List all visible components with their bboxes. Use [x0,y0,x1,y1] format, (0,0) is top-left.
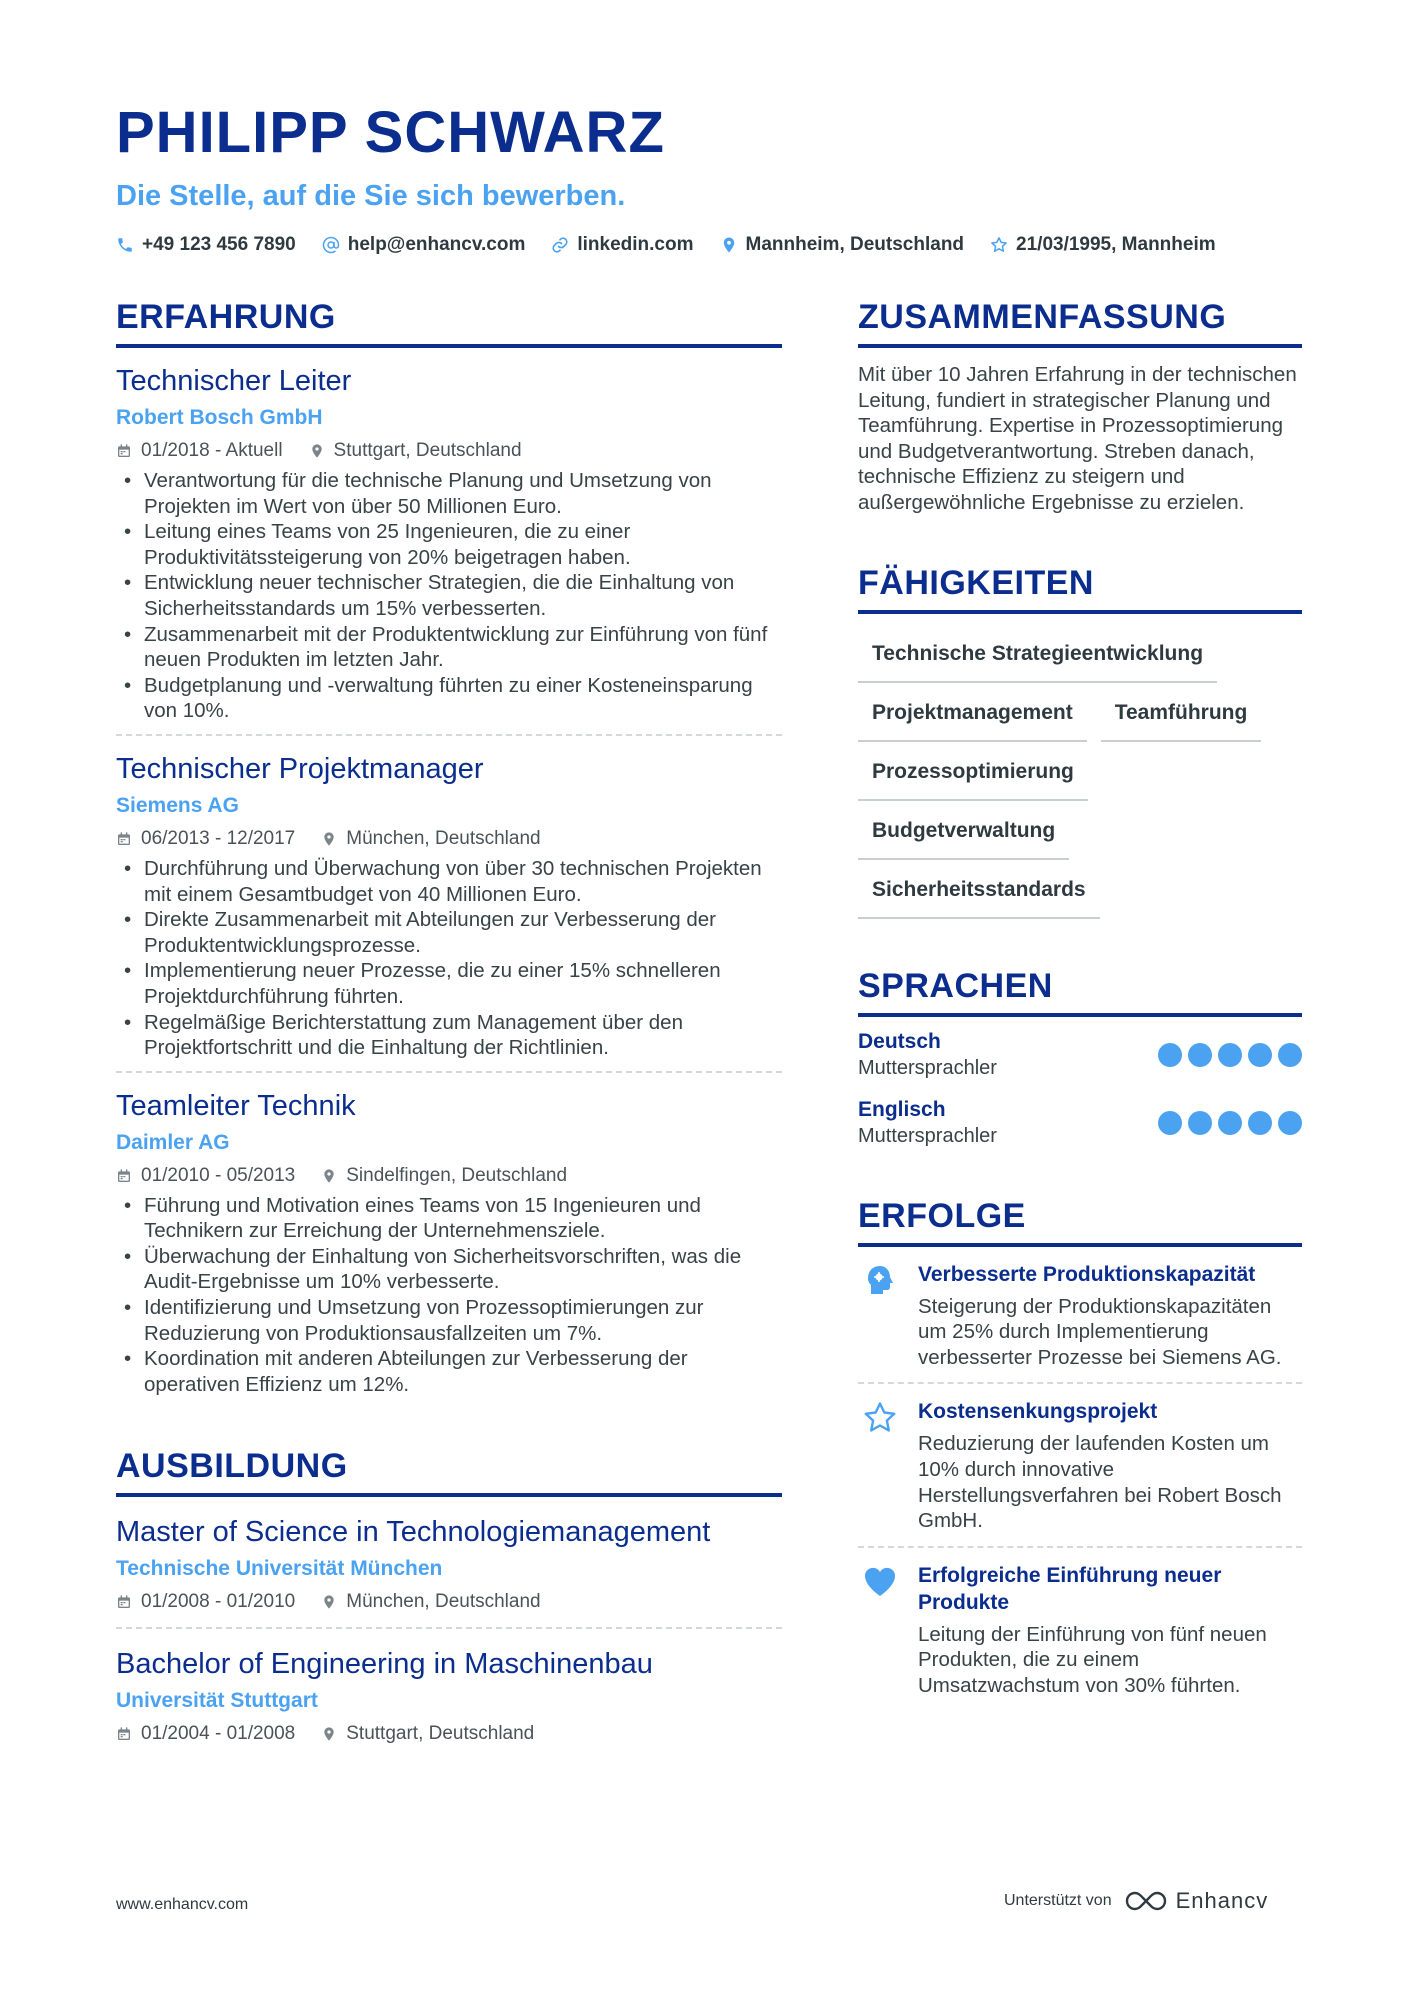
job-date [116,438,283,464]
job-title: Technischer Leiter [116,365,352,397]
achievements-heading: ERFOLGE [858,1195,1302,1247]
education-date-text: 01/2008 - 01/2010 [141,1591,296,1613]
rating-dot [1158,1111,1182,1135]
job-bullets [116,856,782,1061]
location-icon [321,1594,337,1610]
location-icon [720,236,738,254]
contact-email[interactable] [322,234,526,256]
bullet-item: • Zusammenarbeit mit der Produktentwicklung zur Einführung von fünf neuen Produkten im letzten Jahr. [116,622,782,673]
location-icon [321,1168,337,1184]
education-date [116,1589,295,1615]
bullet-item: • Identifizierung und Umsetzung von Prozessoptimierungen zur Reduzierung von Produktionsausfallzeiten um 7%. [116,1295,782,1346]
brand-name: Enhancv [1175,1888,1269,1913]
language-entry [858,1097,1302,1149]
language-name: Deutsch [858,1029,941,1053]
skill-tag: Technische Strategieentwicklung [858,624,1217,683]
education-location [321,1721,534,1747]
summary-text: Mit über 10 Jahren Erfahrung in der technischen Leitung, fundiert in strategischer Planung und Teamführung. Expertise in Prozessoptimierung und Budgetverantwortung. Streben danach, technische Effizienz zu steigern und außergewöhnliche Ergebnisse zu erzielen. [858,363,1297,514]
language-rating [1152,1043,1302,1067]
rating-dot [1248,1111,1272,1135]
achievement-text: Reduzierung der laufenden Kosten um 10% durch innovative Herstellungsverfahren bei Robert Bosch GmbH. [918,1432,1282,1533]
contact-phone-text: +49 123 456 7890 [142,234,296,255]
language-name: Englisch [858,1097,946,1121]
contact-location [720,234,965,256]
company-name: Siemens AG [116,793,239,817]
education-meta [116,1589,782,1615]
achievement-title: Kostensenkungsprojekt [918,1400,1158,1424]
education-location-text: Stuttgart, Deutschland [346,1723,535,1745]
location-icon [321,1726,337,1742]
rating-dot [1218,1111,1242,1135]
education-entry [116,1497,782,1629]
job-location [321,1163,567,1189]
target-role: Die Stelle, auf die Sie sich bewerben. [116,180,626,212]
calendar-icon [116,1594,132,1610]
education-meta [116,1721,782,1747]
contact-birth-text: 21/03/1995, Mannheim [1016,234,1216,255]
footer-website[interactable]: www.enhancv.com [116,1896,249,1913]
skill-tag: Teamführung [1101,683,1262,742]
languages-heading: SPRACHEN [858,965,1302,1017]
language-rating [1152,1111,1302,1135]
job-location-text: München, Deutschland [346,827,541,849]
education-location [321,1589,540,1615]
bullet-item: • Führung und Motivation eines Teams von 15 Ingenieuren und Technikern zur Erreichung der Unternehmensziele. [116,1193,782,1244]
skills-list [858,624,1302,919]
experience-heading: ERFAHRUNG [116,296,782,348]
job-location [321,826,540,852]
bullet-item: • Direkte Zusammenarbeit mit Abteilungen zur Verbesserung der Produktentwicklungsprozesse. [116,907,782,958]
job-location-text: Stuttgart, Deutschland [333,440,522,461]
rating-dot [1278,1111,1302,1135]
job-bullets [116,1193,782,1398]
bullet-item: • Leitung eines Teams von 25 Ingenieuren, die zu einer Produktivitätssteigerung von 20% beigetragen haben. [116,519,782,570]
achievement-text: Leitung der Einführung von fünf neuen Produkten, die zu einem Umsatzwachstum von 30% führten. [918,1622,1267,1697]
skills-heading: FÄHIGKEITEN [858,562,1302,614]
contact-linkedin-text: linkedin.com [577,234,694,255]
job-date [116,826,295,852]
enhancv-logo-icon [1124,1888,1168,1914]
job-date-text: 06/2013 - 12/2017 [141,827,296,849]
language-entry [858,1029,1302,1081]
at-icon [322,236,340,254]
calendar-icon [116,831,132,847]
calendar-icon [116,1168,132,1184]
head-icon [858,1261,918,1371]
job-title: Technischer Projektmanager [116,752,484,785]
contact-birth [990,234,1216,256]
contact-email-text: help@enhancv.com [347,234,526,255]
link-icon [551,236,569,254]
achievement-text: Steigerung der Produktionskapazitäten um 25% durch Implementierung verbesserter Prozesse bei Siemens AG. [918,1294,1282,1369]
location-icon [309,443,325,459]
contact-bar [116,234,1306,256]
calendar-icon [116,1726,132,1742]
bullet-item: • Regelmäßige Berichterstattung zum Management über den Projektfortschritt und die Einhaltung der Richtlinien. [116,1010,782,1061]
rating-dot [1218,1043,1242,1067]
bullet-item: • Durchführung und Überwachung von über 30 technischen Projekten mit einem Gesamtbudget von 40 Millionen Euro. [116,856,782,907]
bullet-item: • Budgetplanung und -verwaltung führten zu einer Kosteneinsparung von 10%. [116,673,782,724]
rating-dot [1248,1043,1272,1067]
rating-dot [1188,1043,1212,1067]
phone-icon [116,236,134,254]
job-title: Teamleiter Technik [116,1089,356,1122]
job-date-text: 01/2010 - 05/2013 [141,1164,296,1186]
job-entry [116,736,782,1073]
job-location [309,438,522,464]
language-level: Muttersprachler [858,1124,997,1147]
star-icon [990,236,1008,254]
job-entry [116,1073,782,1398]
language-level: Muttersprachler [858,1056,997,1079]
school-name: Universität Stuttgart [116,1689,318,1713]
calendar-icon [116,443,132,459]
job-meta [116,438,782,464]
job-meta [116,1163,782,1189]
education-date [116,1721,295,1747]
job-location-text: Sindelfingen, Deutschland [346,1164,568,1186]
achievement-title: Erfolgreiche Einführung neuer Produkte [918,1563,1222,1614]
job-entry [116,348,782,736]
achievement-title: Verbesserte Produktionskapazität [918,1262,1256,1286]
bullet-item: • Implementierung neuer Prozesse, die zu einer 15% schnelleren Projektdurchführung führten. [116,958,782,1009]
skill-tag: Sicherheitsstandards [858,860,1100,919]
company-name: Daimler AG [116,1130,230,1154]
skill-tag: Budgetverwaltung [858,801,1069,860]
summary-heading: ZUSAMMENFASSUNG [858,296,1302,348]
candidate-name: PHILIPP SCHWARZ [116,100,665,165]
company-name: Robert Bosch GmbH [116,406,323,429]
rating-dot [1188,1111,1212,1135]
achievement-entry [858,1548,1302,1711]
star-outline-icon [858,1398,918,1533]
achievement-entry [858,1247,1302,1383]
education-heading: AUSBILDUNG [116,1445,782,1497]
bullet-item: • Verantwortung für die technische Planung und Umsetzung von Projekten im Wert von über 50 Millionen Euro. [116,468,782,519]
location-icon [321,831,337,847]
degree-title: Bachelor of Engineering in Maschinenbau [116,1648,653,1681]
contact-phone[interactable] [116,234,296,256]
right-column [858,296,1302,1711]
achievement-entry [858,1384,1302,1545]
education-location-text: München, Deutschland [346,1591,541,1613]
contact-linkedin[interactable] [551,234,693,256]
skill-tag: Projektmanagement [858,683,1087,742]
skill-tag: Prozessoptimierung [858,742,1088,801]
contact-location-text: Mannheim, Deutschland [745,234,965,255]
job-meta [116,826,782,852]
school-name: Technische Universität München [116,1557,443,1581]
left-column [116,296,782,1747]
education-entry [116,1629,782,1747]
rating-dot [1158,1043,1182,1067]
rating-dot [1278,1043,1302,1067]
heart-icon [858,1562,918,1699]
resume-header [116,98,1306,256]
job-date [116,1163,295,1189]
degree-title: Master of Science in Technologiemanagement [116,1516,711,1549]
powered-by-text: Unterstützt von [1004,1892,1112,1909]
job-bullets [116,468,782,724]
bullet-item: • Überwachung der Einhaltung von Sicherheitsvorschriften, was die Audit-Ergebnisse um 10% verbesserte. [116,1244,782,1295]
job-date-text: 01/2018 - Aktuell [141,440,283,461]
bullet-item: • Entwicklung neuer technischer Strategien, die die Einhaltung von Sicherheitsstandards um 15% verbesserten. [116,570,782,621]
bullet-item: • Koordination mit anderen Abteilungen zur Verbesserung der operativen Effizienz um 12%. [116,1346,782,1397]
footer-brand [1004,1888,1268,1914]
education-date-text: 01/2004 - 01/2008 [141,1723,296,1745]
